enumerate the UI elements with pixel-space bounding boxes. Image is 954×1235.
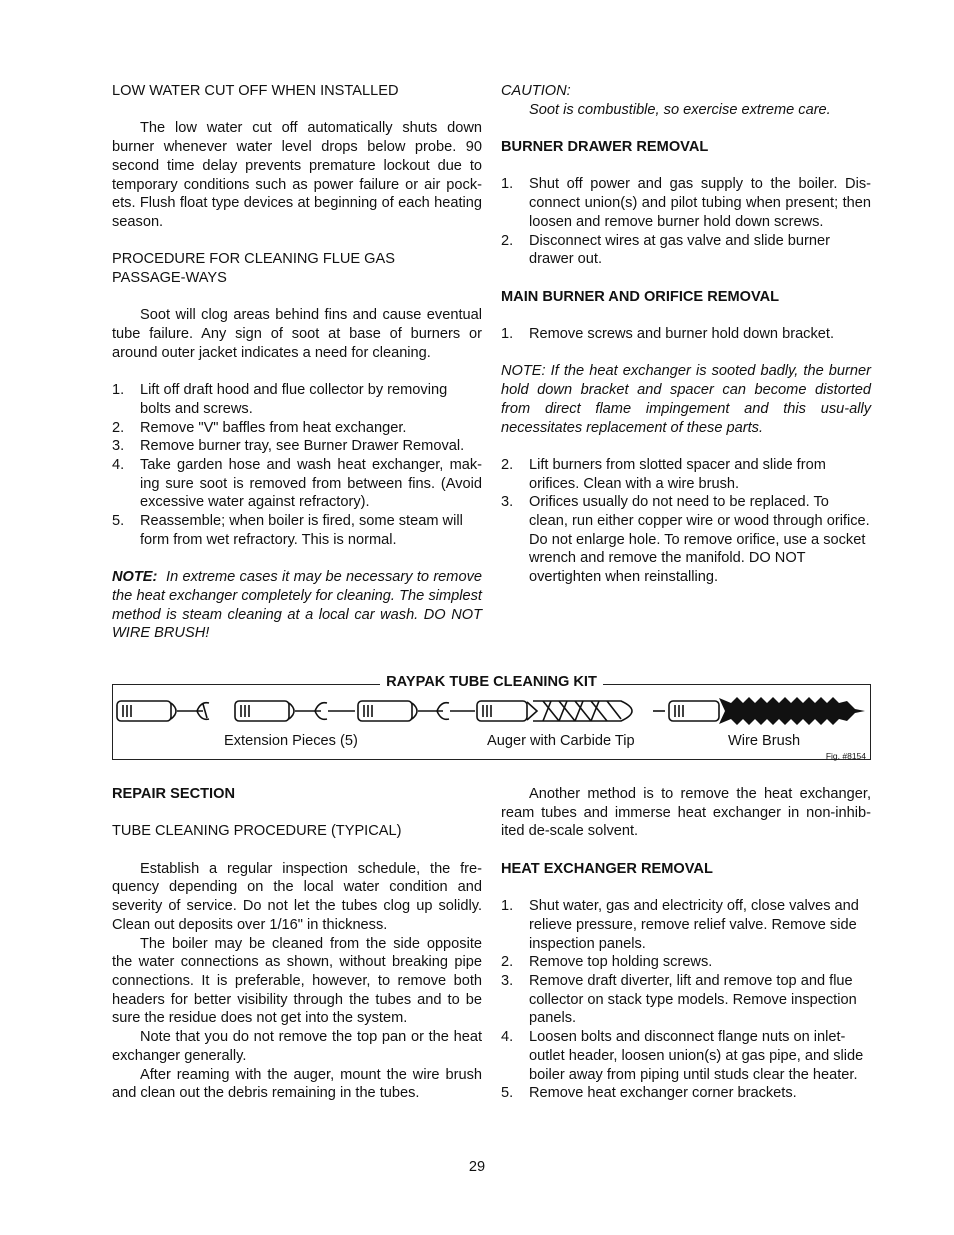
repair-paragraph-4: After reaming with the auger, mount the wire brush and clean out the debris remaining in the tubes.	[112, 1066, 482, 1102]
list-item: 4. Loosen bolts and disconnect flange nuts on inlet-outlet header, loosen union(s) at gas pipe, and slide boiler away from piping until studs clear the heater.	[501, 1029, 864, 1083]
list-item: 2. Remove "V" baffles from heat exchanger.	[112, 419, 407, 436]
list-item: 1. Remove screws and burner hold down bracket.	[501, 326, 835, 343]
brush-caption: Wire Brush	[728, 733, 801, 749]
right-column-top	[501, 82, 871, 587]
note-label: NOTE:	[112, 569, 158, 586]
list-item: 4. Take garden hose and wash heat exchanger, mak-ing sure soot is removed from between fins. (Avoid excessive water against refractory).	[112, 457, 482, 511]
list-item: 3. Remove draft diverter, lift and remove top and flue collector on stack type models. Remove inspection panels.	[501, 973, 857, 1027]
list-item: 1. Shut water, gas and electricity off, close valves and relieve pressure, remove relief valve. Remove side inspection panels.	[501, 898, 859, 952]
repair-heading: REPAIR SECTION	[112, 786, 235, 802]
list-item: 1. Lift off draft hood and flue collector by removing bolts and screws.	[112, 382, 448, 417]
caution-label: CAUTION:	[501, 83, 571, 99]
caution-text: Soot is combustible, so exercise extreme care.	[529, 101, 831, 118]
left-column-top	[112, 82, 482, 643]
kit-illustration	[113, 695, 870, 729]
list-item: 3. Orifices usually do not need to be replaced. To clean, run either copper wire or wood through orifice. Do not enlarge hole. To remove orifice, use a socket wrench and remove the manifold. DO NOT overtighten when reinstalling.	[501, 494, 870, 586]
orifice-heading: MAIN BURNER AND ORIFICE REMOVAL	[501, 288, 780, 305]
list-item: 5. Remove heat exchanger corner brackets.	[501, 1085, 797, 1102]
extension-piece-icon	[235, 701, 327, 721]
kit-title: RAYPAK TUBE CLEANING KIT	[380, 674, 603, 690]
page-number: 29	[468, 1159, 486, 1175]
repair-paragraph-1: Establish a regular inspection schedule, the fre-quency depending on the local water condition and severity of service. Do not let the tubes clog up solidly. Clean out deposits over 1/16" in thickness.	[112, 860, 482, 933]
low-water-heading: LOW WATER CUT OFF WHEN INSTALLED	[112, 83, 399, 99]
orifice-step-1	[501, 325, 871, 344]
extension-piece-icon	[117, 701, 209, 721]
flue-heading-line1: PROCEDURE FOR CLEANING FLUE GAS	[112, 251, 396, 268]
flue-steps-list	[112, 381, 482, 549]
flue-heading-line2: PASSAGE-WAYS	[112, 270, 227, 286]
auger-icon	[477, 701, 632, 721]
cleaning-note: NOTE: In extreme cases it may be necessary to remove the heat exchanger completely for cleaning. The simplest method is steam cleaning at a local car wash. DO NOT WIRE BRUSH!	[112, 569, 482, 642]
burner-drawer-heading: BURNER DRAWER REMOVAL	[501, 139, 709, 156]
auger-caption: Auger with Carbide Tip	[487, 733, 635, 749]
repair-paragraph-2: The boiler may be cleaned from the side opposite the water connections as shown, without breaking pipe connections. It is preferable, however, to remove both headers for better visibility through the tubes and to be sure the residue does not get into the system.	[112, 935, 482, 1027]
tube-cleaning-kit-figure	[112, 674, 871, 761]
repair-paragraph-3: Note that you do not remove the top pan or the heat exchanger generally.	[112, 1029, 482, 1064]
list-item: 5. Reassemble; when boiler is fired, some steam will form from wet refractory. This is normal.	[112, 513, 463, 548]
left-column-bottom	[112, 785, 482, 1103]
soot-paragraph: Soot will clog areas behind fins and cause eventual tube failure. Any sign of soot at base of burners or around outer jacket indicates a need for cleaning.	[112, 307, 482, 361]
low-water-paragraph: The low water cut off automatically shuts down burner whenever water level drops below probe. 90 second time delay prevents premature lockout due to temporary conditions such as power failure or air pock-ets. Flush float type devices at beginning of each heating season.	[112, 120, 482, 230]
another-method-paragraph: Another method is to remove the heat exchanger, ream tubes and immerse heat exchanger in non-inhib-ited de-scale solvent.	[501, 786, 871, 840]
hx-removal-heading: HEAT EXCHANGER REMOVAL	[501, 860, 713, 877]
figure-number: Fig. #8154	[825, 751, 866, 761]
orifice-steps	[501, 456, 871, 587]
brush-bristles-icon	[719, 697, 865, 725]
list-item: 1. Shut off power and gas supply to the boiler. Dis-connect union(s) and pilot tubing when present; then loosen and remove burner hold down screws.	[501, 176, 871, 230]
wire-brush-icon	[669, 701, 719, 721]
extension-piece-icon	[358, 701, 449, 721]
hx-removal-steps	[501, 897, 871, 1103]
list-item: 2. Lift burners from slotted spacer and slide from orifices. Clean with a wire brush.	[501, 456, 826, 492]
list-item: 3. Remove burner tray, see Burner Drawer Removal.	[112, 438, 465, 455]
right-column-bottom	[501, 785, 871, 1103]
list-item: 2. Remove top holding screws.	[501, 954, 713, 971]
tube-cleaning-heading: TUBE CLEANING PROCEDURE (TYPICAL)	[112, 823, 402, 840]
list-item: 2. Disconnect wires at gas valve and slide burner drawer out.	[501, 232, 830, 268]
extension-caption: Extension Pieces (5)	[224, 733, 358, 749]
burner-drawer-steps	[501, 175, 871, 269]
orifice-note: NOTE: If the heat exchanger is sooted badly, the burner hold down bracket and spacer can become distorted from direct flame impingement and this usu-ally necessitates replacement of these parts.	[501, 363, 871, 436]
